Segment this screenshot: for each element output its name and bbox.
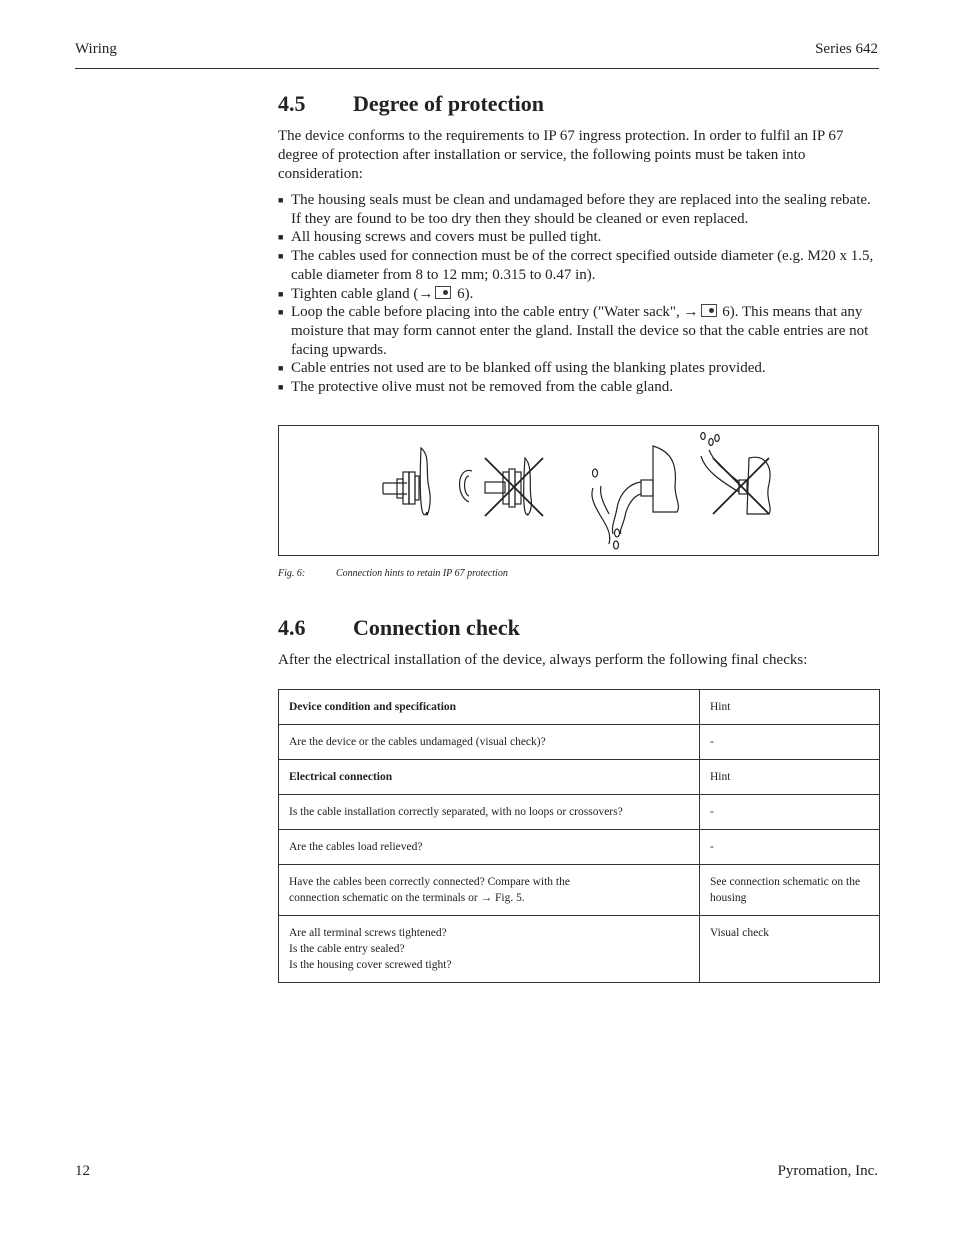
cable-gland-illustration	[279, 426, 878, 555]
table-row	[279, 760, 880, 795]
company-name: Pyromation, Inc.	[777, 1163, 878, 1179]
arrow-symbol: →	[418, 285, 434, 302]
page-number: 12	[75, 1163, 90, 1179]
table-cell: -	[700, 795, 880, 830]
cell-line: Is the housing cover screwed tight?	[289, 959, 452, 971]
correct-gland-drawing	[383, 448, 430, 515]
connection-check-table	[278, 689, 880, 983]
table-cell	[279, 916, 700, 983]
heading-4-6	[278, 615, 520, 641]
wrong-gland-drawing	[460, 458, 543, 516]
figure-caption-text: Connection hints to retain IP 67 protection	[336, 568, 508, 579]
text: 6).	[453, 285, 474, 302]
heading-title: Connection check	[353, 615, 520, 640]
table-row	[279, 865, 880, 916]
figure-caption	[278, 568, 508, 579]
protection-bullet-list	[278, 191, 880, 397]
table-cell: Are the cables load relieved?	[279, 830, 700, 865]
cell-line: Are all terminal screws tightened?	[289, 927, 447, 939]
wrong-orientation-drawing	[701, 433, 770, 515]
list-item: ■ The cables used for connection must be of the correct specified outside diameter (e.g. M20 x 1.5, cable diameter from 8 to 12 mm; 0.315 to 0.47 in).	[278, 247, 880, 284]
cell-line: Have the cables been correctly connected? Compare with the	[289, 876, 570, 888]
table-cell: Hint	[700, 690, 880, 725]
text: Tighten cable gland (	[291, 285, 419, 302]
text: Loop the cable before placing into the cable entry ("Water sack",	[291, 304, 684, 321]
table-cell: -	[700, 830, 880, 865]
list-item: ■ Cable entries not used are to be blanked off using the blanking plates provided.	[278, 359, 880, 378]
table-cell: See connection schematic on the housing	[700, 865, 880, 916]
connection-hints-figure	[278, 425, 879, 556]
list-item	[278, 285, 880, 304]
table-row	[279, 690, 880, 725]
figure-ref-icon[interactable]	[435, 286, 451, 299]
table-cell: Visual check	[700, 916, 880, 983]
water-sack-loop-drawing	[592, 446, 678, 549]
table-row	[279, 725, 880, 760]
table-row	[279, 795, 880, 830]
list-item: ■ All housing screws and covers must be pulled tight.	[278, 228, 880, 247]
figure-ref-icon[interactable]	[701, 304, 717, 317]
list-item: ■ The housing seals must be clean and undamaged before they are replaced into the sealing rebate. If they are found to be too dry then they should be cleaned or even replaced.	[278, 191, 880, 228]
heading-number: 4.6	[278, 615, 306, 640]
table-cell: Is the cable installation correctly separated, with no loops or crossovers?	[279, 795, 700, 830]
table-row	[279, 916, 880, 983]
list-item: ■ The protective olive must not be removed from the cable gland.	[278, 378, 880, 397]
table-cell: Device condition and specification	[279, 690, 700, 725]
running-header-title: Series 642	[815, 41, 878, 57]
table-cell: Electrical connection	[279, 760, 700, 795]
table-cell: -	[700, 725, 880, 760]
heading-number: 4.5	[278, 91, 306, 116]
table-cell	[279, 865, 700, 916]
heading-title: Degree of protection	[353, 91, 545, 116]
cell-line: connection schematic on the terminals or → Fig. 5.	[289, 892, 525, 904]
arrow-symbol: →	[683, 304, 699, 321]
figure-label: Fig. 6:	[278, 568, 306, 579]
running-header-section: Wiring	[75, 41, 117, 57]
table-row	[279, 830, 880, 865]
list-item	[278, 303, 880, 359]
header-rule	[75, 68, 879, 69]
table-cell: Are the device or the cables undamaged (visual check)?	[279, 725, 700, 760]
cell-line: Is the cable entry sealed?	[289, 943, 405, 955]
intro-paragraph-4-5: The device conforms to the requirements to IP 67 ingress protection. In order to fulfil an IP 67 degree of protection after installation or service, the following points must be taken into consideration:	[278, 128, 844, 182]
intro-paragraph-4-6: After the electrical installation of the device, always perform the following final checks:	[278, 652, 808, 668]
heading-4-5	[278, 91, 544, 117]
table-cell: Hint	[700, 760, 880, 795]
text: 6). This means that any moisture that may form cannot enter the gland. Install the device so that the cable entries are not facing upwards.	[291, 304, 869, 358]
